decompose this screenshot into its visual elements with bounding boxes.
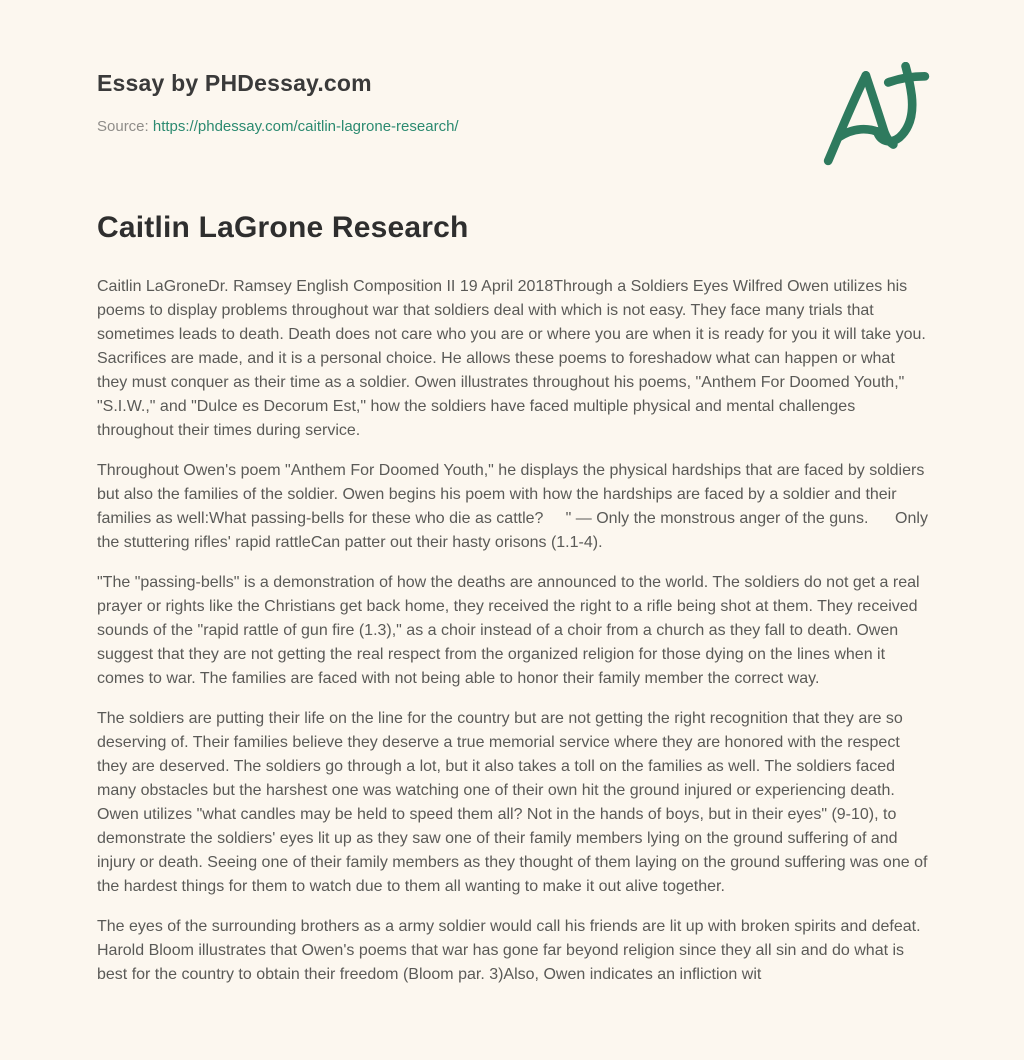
essay-paragraph: The soldiers are putting their life on the line for the country but are not getting the right recognition that they are so deserving of. Their families believe they deserve a true memorial service where they are honored with the respect they are deserved. The soldiers go through a lot, but it also takes a toll on the families as well. The soldiers faced many obstacles but the harshest one was watching one of their own hit the ground injured or experiencing death. Owen utilizes "what candles may be held to speed them all? Not in the hands of boys, but in their eyes" (9-10), to demonstrate the soldiers' eyes lit up as they saw one of their family members lying on the ground suffering of and injury or death. Seeing one of their family members as they thought of them laying on the ground suffering was one of the hardest things for them to watch due to them all wanting to make it out alive together. [97,710,932,895]
essay-title: Caitlin LaGrone Research [97,211,469,244]
essay-paragraph: Throughout Owen's poem "Anthem For Doomed Youth," he displays the physical hardships that are faced by soldiers but also the families of the soldier. Owen begins his poem with how the hardships are faced by a soldier and their families as well:What passing-bells for these who die as cattle? " — Only the monstrous anger of the guns. Only the stuttering rifles' rapid rattleCan patter out their hasty orisons (1.1-4). [97,462,933,551]
a-plus-logo-icon [818,62,930,166]
logo-plus-crossbar [888,76,925,82]
site-brand: Essay by PHDessay.com [97,70,372,96]
logo-a-left-stroke [828,75,866,161]
essay-paragraph: The eyes of the surrounding brothers as a army soldier would call his friends are lit up with broken spirits and defeat. Harold Bloom illustrates that Owen's poems that war has gone far beyond religion since they all sin and do what is best for the country to obtain their freedom (Bloom par. 3)Also, Owen indicates an infliction wit [97,918,925,983]
source-link[interactable]: https://phdessay.com/caitlin-lagrone-research/ [152,118,459,135]
source-label: Source: [97,118,149,135]
essay-body [97,275,933,987]
source-row [97,118,928,135]
essay-paragraph: "The "passing-bells" is a demonstration of how the deaths are announced to the world. The soldiers do not get a real prayer or rights like the Christians get back home, they received the right to a rifle being shot at them. They received sounds of the "rapid rattle of gun fire (1.3)," as a choir instead of a choir from a church as they fall to death. Owen suggest that they are not getting the real respect from the organized religion for those dying on the lines when it comes to war. The families are faced with not being able to honor their family member the correct way. [97,574,925,687]
essay-paragraph: Caitlin LaGroneDr. Ramsey English Composition II 19 April 2018Through a Soldiers Eyes Wilfred Owen utilizes his poems to display problems throughout war that soldiers deal with which is not easy. They face many trials that sometimes leads to death. Death does not care who you are or where you are when it is ready for you it will take you. Sacrifices are made, and it is a personal choice. He allows these poems to foreshadow what can happen or what they must conquer as their time as a soldier. Owen illustrates throughout his poems, "Anthem For Doomed Youth," "S.I.W.," and "Dulce es Decorum Est," how the soldiers have faced multiple physical and mental challenges throughout their times during service. [97,278,931,439]
